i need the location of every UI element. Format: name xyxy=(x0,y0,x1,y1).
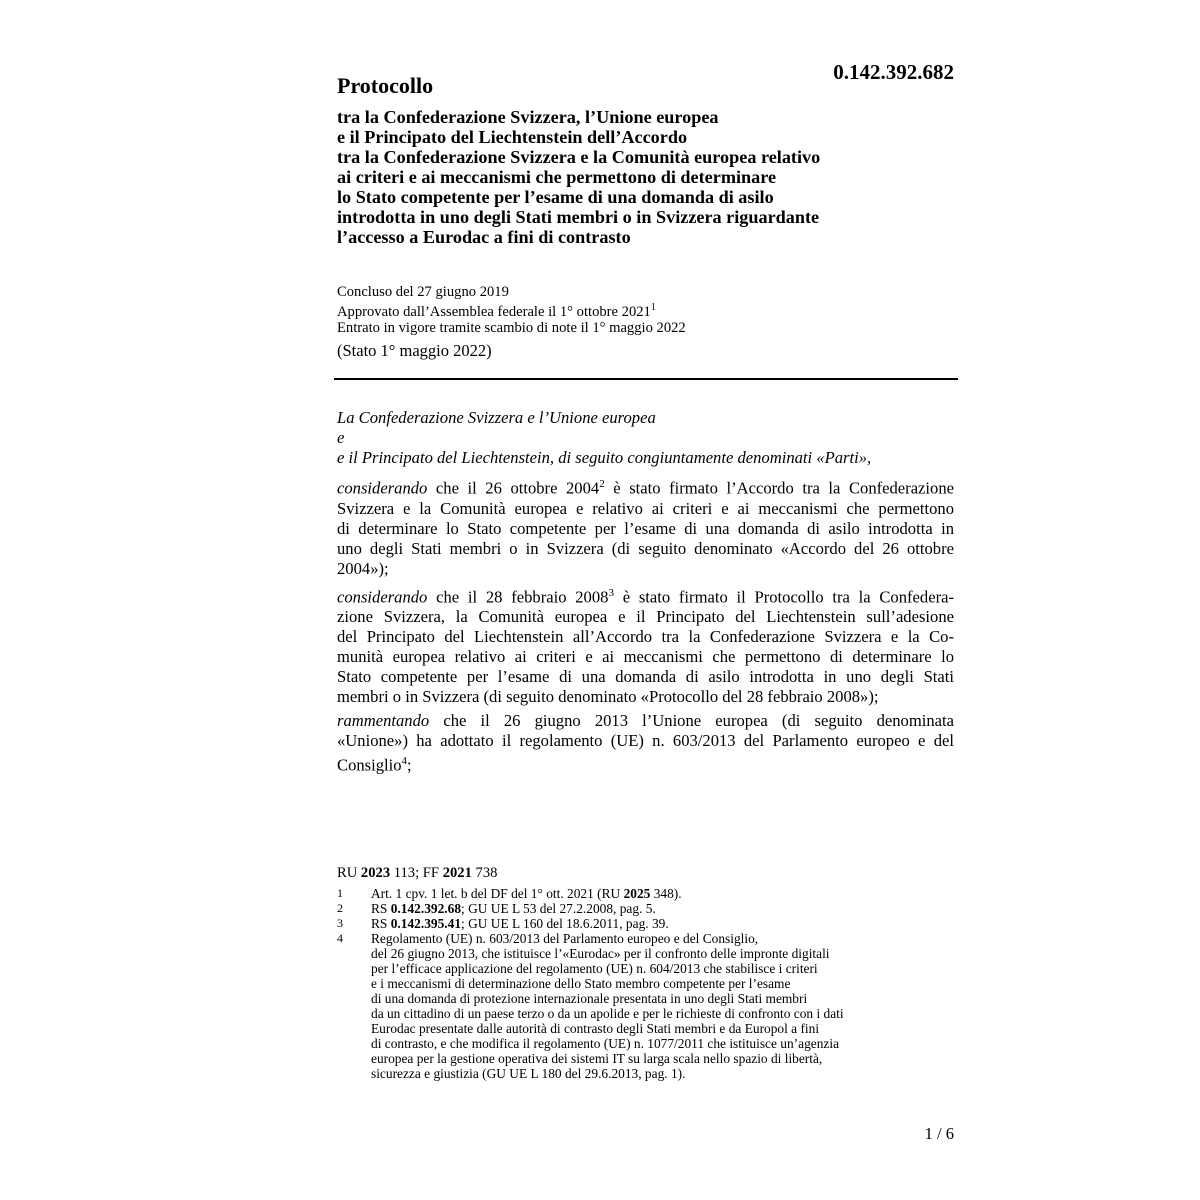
recital-paragraph-1 xyxy=(337,474,954,579)
preamble-parties xyxy=(337,408,954,468)
recital-paragraph-3 xyxy=(337,711,954,776)
page-number: 1 / 6 xyxy=(924,1124,954,1143)
sr-link[interactable]: 0.142.395.41 xyxy=(390,916,462,931)
recital-keyword: considerando xyxy=(337,587,428,607)
subtitle-line: introdotta in uno degli Stati membri o in Svizzera riguardante xyxy=(337,207,820,227)
recital-line: Consiglio$^4$; xyxy=(337,755,412,775)
recital-keyword: rammentando xyxy=(337,711,430,731)
footnote-ref[interactable]: 4 xyxy=(401,755,408,768)
document-title: Protocollo xyxy=(337,73,434,98)
document-status: (Stato 1° maggio 2022) xyxy=(337,341,492,360)
preamble-line: e xyxy=(337,428,345,447)
recital-line: Svizzera e la Comunità europea e relativo ai criteri e ai meccanismi che permettono xyxy=(337,498,954,518)
recital-line: zione Svizzera, la Comunità europea e il Principato del Liechtenstein sull’adesione xyxy=(337,607,954,627)
subtitle-line: tra la Confederazione Svizzera, l’Unione europea xyxy=(337,107,719,127)
concluded-date: Concluso del 27 giugno 2019 xyxy=(337,284,509,300)
recital-line: Stato competente per l’esame di una domanda di asilo introdotta in uno degli Stati xyxy=(337,667,954,687)
footnote xyxy=(337,901,957,916)
recital-line: membri o in Svizzera (di seguito denominato «Protocollo del 28 febbraio 2008»); xyxy=(337,687,879,707)
recital-line: 2004»); xyxy=(337,558,389,578)
subtitle-line: l’accesso a Eurodac a fini di contrasto xyxy=(337,227,631,247)
recital-keyword: considerando xyxy=(337,478,428,498)
subtitle-line: e il Principato del Liechtenstein dell’Accordo xyxy=(337,127,688,147)
footnote-number: 1 xyxy=(337,886,343,900)
footnote-ref[interactable]: 2 xyxy=(599,478,605,490)
footnote-text: RS 0.142.392.68; GU UE L 53 del 27.2.2008, pag. 5. xyxy=(371,901,656,916)
header-divider xyxy=(334,378,958,380)
publication-source: RU 2023 113; FF 2021 738 xyxy=(337,865,498,881)
footnote-ref[interactable]: 3 xyxy=(608,586,614,599)
recital-line: «Unione») ha adottato il regolamento (UE) n. 603/2013 del Parlamento europeo e del xyxy=(337,731,954,751)
preamble-line: e il Principato del Liechtenstein, di seguito congiuntamente denominati «Parti», xyxy=(337,448,872,467)
in-force-date: Entrato in vigore tramite scambio di note il 1° maggio 2022 xyxy=(337,319,686,336)
footnote-number: 4 xyxy=(337,931,343,945)
footnote-text: Regolamento (UE) n. 603/2013 del Parlamento europeo e del Consiglio, del 26 giugno 2013, che istituisce l’«Eurodac» per il confronto delle impronte digitali per l’efficace applicazione del regolamento (UE) n. 604/2013 che stabilisce i criteri e i meccanismi di determinazione dello Stato membro competente per l’esame di una domanda di protezione internazionale presentata in uno degli Stati membri da un cittadino di un paese terzo o da un apolide e per le richieste di confronto con i dati Eurodac presentate dalle autorità di contrasto degli Stati membri e da Europol a fini di contrasto, e che modifica il regolamento (UE) n. 1077/2011 che istituisce un’agenzia europea per la gestione operativa dei sistemi IT su larga scala nello spazio di libertà, sicurezza e giustizia (GU UE L 180 del 29.6.2013, pag. 1). xyxy=(371,931,844,1081)
recital-line: considerando che il 28 febbraio 2008$^3$ è stato firmato il Protocollo tra la Confedera- xyxy=(337,586,954,607)
recital-line: di determinare lo Stato competente per l’esame di una domanda di asilo introdotta in xyxy=(337,518,954,538)
footnote-text: Art. 1 cpv. 1 let. b del DF del 1° ott. 2021 (RU 2025 348). xyxy=(371,886,682,901)
footnote-number: 2 xyxy=(337,901,343,915)
footnote-text: RS 0.142.395.41; GU UE L 160 del 18.6.2011, pag. 39. xyxy=(371,916,669,931)
recital-line: munità europea relativo ai criteri e ai meccanismi che permettono di determinare lo xyxy=(337,647,954,667)
document-body xyxy=(337,408,954,780)
recital-line: rammentando che il 26 giugno 2013 l’Unione europea (di seguito denominata xyxy=(337,711,954,731)
recital-line: uno degli Stati membri o in Svizzera (di seguito denominato «Accordo del 26 ottobre xyxy=(337,538,954,558)
recital-paragraph-2 xyxy=(337,583,954,708)
footnote xyxy=(337,931,957,1081)
footnote xyxy=(337,886,957,901)
document-reference-number: 0.142.392.682 xyxy=(833,60,954,84)
sr-link[interactable]: 0.142.392.68 xyxy=(390,901,462,916)
recital-line: del Principato del Liechtenstein all’Accordo tra la Confederazione Svizzera e la Co- xyxy=(337,627,954,647)
subtitle-line: ai criteri e ai meccanismi che permettono di determinare xyxy=(337,167,777,187)
footnote-number: 3 xyxy=(337,916,343,930)
recital-line: considerando che il 26 ottobre 2004$^2$ è stato firmato l’Accordo tra la Confederazione xyxy=(337,478,954,498)
footnote xyxy=(337,916,957,931)
preamble-line: La Confederazione Svizzera e l’Unione europea xyxy=(337,408,656,427)
subtitle-line: tra la Confederazione Svizzera e la Comunità europea relativo xyxy=(337,147,821,167)
footnotes xyxy=(337,886,957,1081)
subtitle-line: lo Stato competente per l’esame di una domanda di asilo xyxy=(337,187,774,207)
approved-date: Approvato dall’Assemblea federale il 1° ottobre 2021$^1$ xyxy=(337,302,656,320)
document-meta xyxy=(337,284,897,336)
footnote-ref[interactable]: 1 xyxy=(650,302,656,313)
document-subtitle xyxy=(337,107,937,247)
